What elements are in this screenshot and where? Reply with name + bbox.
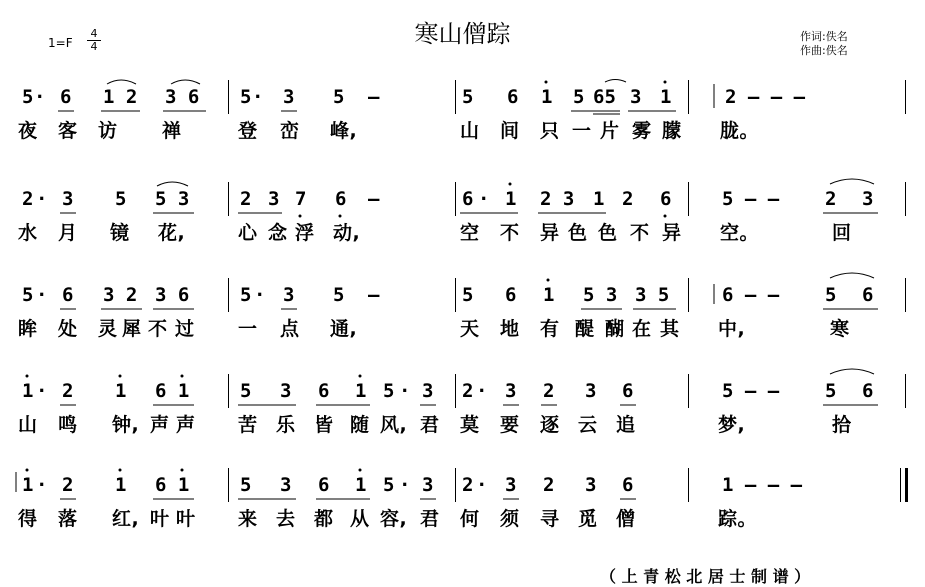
note: 6 — [335, 188, 347, 210]
note: · — [36, 284, 48, 306]
lyric-syllable: 踪。 — [718, 508, 758, 530]
note: 3 2 — [103, 284, 138, 306]
note: 2 — [62, 380, 74, 402]
note: 3 — [585, 474, 597, 496]
note: 6 — [622, 380, 634, 402]
song-title: 寒山僧踪 — [414, 20, 511, 48]
note: 2 — [543, 380, 555, 402]
note: 1 — [22, 474, 34, 496]
lyric-syllable: 水 — [18, 222, 38, 244]
lyric-syllable: 苦 — [238, 414, 258, 436]
lyric-syllable: 只 — [540, 120, 560, 142]
note: 5 — [22, 86, 34, 108]
lyric-syllable: 要 — [500, 414, 520, 436]
lyric-syllable: 山 — [460, 120, 480, 142]
notation-marks — [0, 276, 925, 336]
lyric-syllable: 红, — [112, 508, 140, 530]
note: 65 — [593, 86, 616, 108]
lyricist-credit: 作词:佚名 — [800, 30, 848, 43]
lyric-syllable: 皆 — [314, 414, 334, 436]
note: 1 — [22, 380, 34, 402]
lyric-syllable: 禅 — [162, 120, 182, 142]
note: – — [368, 188, 380, 210]
note: 2 — [462, 474, 474, 496]
time-signature — [87, 28, 101, 53]
lyric-syllable: 夜 — [18, 120, 38, 142]
lyric-syllable: 峰, — [330, 120, 358, 142]
lyric-syllable: 空。 — [720, 222, 760, 244]
lyric-syllable: 异 — [540, 222, 560, 244]
note: 3 6 — [165, 86, 200, 108]
note: 1 2 — [103, 86, 138, 108]
notation-marks — [0, 180, 925, 240]
note: 2 – – – — [725, 86, 806, 108]
note: 2 — [825, 188, 837, 210]
lyric-syllable: 心 — [238, 222, 258, 244]
note: 6 1 — [155, 380, 190, 402]
lyric-syllable: 朦 — [662, 120, 682, 142]
note: 1 — [543, 284, 555, 306]
note: 6 — [318, 474, 330, 496]
note: 3 — [505, 380, 517, 402]
note: 5 3 — [583, 284, 618, 306]
lyric-syllable: 过 — [175, 318, 195, 340]
note: 2 3 — [540, 188, 575, 210]
note: 6 — [60, 86, 72, 108]
note: 5 — [462, 86, 474, 108]
note: 3 — [283, 284, 295, 306]
lyric-syllable: 拾 — [832, 414, 852, 436]
lyric-syllable: 访 — [98, 120, 118, 142]
note: 5 — [240, 380, 252, 402]
note: 2 — [62, 474, 74, 496]
note: 3 — [630, 86, 642, 108]
lyric-syllable: 动, — [333, 222, 361, 244]
note: 1 — [355, 474, 367, 496]
lyric-syllable: 通, — [330, 318, 358, 340]
note: 6 — [507, 86, 519, 108]
note: 3 — [62, 188, 74, 210]
time-signature-top: 4 — [87, 28, 101, 41]
note: 6 — [505, 284, 517, 306]
lyric-syllable: 不 — [500, 222, 520, 244]
note: 3 6 — [155, 284, 190, 306]
note: · — [476, 474, 488, 496]
note: 5 — [383, 380, 395, 402]
lyric-syllable: 一 — [572, 120, 592, 142]
note: 3 — [505, 474, 517, 496]
note: 6 — [862, 380, 874, 402]
lyric-syllable: 莫 — [460, 414, 480, 436]
lyric-syllable: 声 — [176, 414, 196, 436]
note: 1 — [115, 474, 127, 496]
note: 6 — [318, 380, 330, 402]
note: · — [254, 284, 266, 306]
note: · — [252, 86, 264, 108]
note: · — [36, 188, 48, 210]
note: 1 — [541, 86, 553, 108]
note: 5 — [573, 86, 585, 108]
lyric-syllable: 月 — [58, 222, 78, 244]
lyric-syllable: 云 — [578, 414, 598, 436]
lyric-syllable: 客 — [58, 120, 78, 142]
note: 3 — [862, 188, 874, 210]
lyric-syllable: 醍 — [575, 318, 595, 340]
lyric-syllable: 逐 — [540, 414, 560, 436]
note: 5 — [333, 86, 345, 108]
note: 3 — [268, 188, 280, 210]
lyric-syllable: 落 — [58, 508, 78, 530]
note: 1 — [593, 188, 605, 210]
lyric-syllable: 点 — [280, 318, 300, 340]
note: 5 — [383, 474, 395, 496]
lyric-syllable: 随 — [350, 414, 370, 436]
note: 6 1 — [155, 474, 190, 496]
note: 5 – – — [722, 188, 780, 210]
lyric-syllable: 色 — [568, 222, 588, 244]
lyric-syllable: 须 — [500, 508, 520, 530]
note: – — [368, 86, 380, 108]
notation-marks — [0, 78, 925, 138]
note: 2 — [462, 380, 474, 402]
note: 3 — [422, 474, 434, 496]
lyric-syllable: 异 — [662, 222, 682, 244]
note: · — [476, 380, 488, 402]
note: · — [399, 474, 411, 496]
lyric-syllable: 不 — [148, 318, 168, 340]
lyric-syllable: 眸 — [18, 318, 38, 340]
lyric-syllable: 何 — [460, 508, 480, 530]
note: · — [36, 380, 48, 402]
lyric-syllable: 胧。 — [720, 120, 760, 142]
lyric-syllable: 鸣 — [58, 414, 78, 436]
notation-marks — [0, 466, 925, 526]
note: 5 — [22, 284, 34, 306]
lyric-syllable: 浮 — [295, 222, 315, 244]
note: · — [36, 474, 48, 496]
note: 1 – – – — [722, 474, 803, 496]
lyric-syllable: 都 — [314, 508, 334, 530]
lyric-syllable: 去 — [276, 508, 296, 530]
note: 5 — [333, 284, 345, 306]
note: 3 — [280, 380, 292, 402]
note: 5 3 — [155, 188, 190, 210]
lyric-syllable: 念 — [268, 222, 288, 244]
lyric-syllable: 寒 — [830, 318, 850, 340]
lyric-syllable: 叶 — [176, 508, 196, 530]
lyric-syllable: 不 — [630, 222, 650, 244]
credits — [800, 30, 848, 58]
notation-marks — [0, 372, 925, 432]
note: 5 — [240, 474, 252, 496]
lyric-syllable: 峦 — [280, 120, 300, 142]
note: 3 — [422, 380, 434, 402]
note: 7 — [295, 188, 307, 210]
note: 1 — [355, 380, 367, 402]
lyric-syllable: 中, — [718, 318, 746, 340]
note: 6 — [862, 284, 874, 306]
note: · — [478, 188, 490, 210]
note: 5 — [462, 284, 474, 306]
lyric-syllable: 声 — [150, 414, 170, 436]
note: 5 — [240, 284, 252, 306]
lyric-syllable: 空 — [460, 222, 480, 244]
lyric-syllable: 容, — [380, 508, 408, 530]
note: 2 — [622, 188, 634, 210]
lyric-syllable: 雾 — [632, 120, 652, 142]
lyric-syllable: 有 — [540, 318, 560, 340]
lyric-syllable: 灵 — [98, 318, 118, 340]
arranger-note: （ 上 青 松 北 居 士 制 谱 ） — [600, 567, 811, 586]
lyric-syllable: 得 — [18, 508, 38, 530]
lyric-syllable: 在 — [632, 318, 652, 340]
lyric-syllable: 君 — [420, 414, 440, 436]
lyric-syllable: 其 — [660, 318, 680, 340]
note: 3 — [280, 474, 292, 496]
note: 2 — [543, 474, 555, 496]
note: 6 — [660, 188, 672, 210]
note: 5 — [825, 380, 837, 402]
lyric-syllable: 醐 — [605, 318, 625, 340]
note: 5 — [240, 86, 252, 108]
note: 6 — [622, 474, 634, 496]
note: 3 5 — [635, 284, 670, 306]
lyric-syllable: 花, — [158, 222, 186, 244]
time-signature-bottom: 4 — [90, 40, 98, 53]
note: 6 — [62, 284, 74, 306]
note: 1 — [505, 188, 517, 210]
note: 5 — [115, 188, 127, 210]
lyric-syllable: 叶 — [150, 508, 170, 530]
lyric-syllable: 回 — [832, 222, 852, 244]
note: 2 — [22, 188, 34, 210]
note: – — [368, 284, 380, 306]
note: · — [399, 380, 411, 402]
lyric-syllable: 梦, — [718, 414, 746, 436]
note: 3 — [283, 86, 295, 108]
note: 1 — [660, 86, 672, 108]
composer-credit: 作曲:佚名 — [800, 44, 848, 57]
lyric-syllable: 处 — [58, 318, 78, 340]
lyric-syllable: 从 — [350, 508, 370, 530]
lyric-syllable: 一 — [238, 318, 258, 340]
note: 5 – – — [722, 380, 780, 402]
lyric-syllable: 天 — [460, 318, 480, 340]
note: · — [34, 86, 46, 108]
lyric-syllable: 间 — [500, 120, 520, 142]
lyric-syllable: 寻 — [540, 508, 560, 530]
note: 2 — [240, 188, 252, 210]
lyric-syllable: 僧 — [616, 508, 636, 530]
lyric-syllable: 色 — [598, 222, 618, 244]
lyric-syllable: 觅 — [578, 508, 598, 530]
note: 6 – – — [722, 284, 780, 306]
lyric-syllable: 山 — [18, 414, 38, 436]
lyric-syllable: 钟, — [112, 414, 140, 436]
lyric-syllable: 追 — [616, 414, 636, 436]
lyric-syllable: 登 — [238, 120, 258, 142]
lyric-syllable: 乐 — [276, 414, 296, 436]
note: 5 — [825, 284, 837, 306]
lyric-syllable: 犀 — [122, 318, 142, 340]
lyric-syllable: 君 — [420, 508, 440, 530]
lyric-syllable: 地 — [500, 318, 520, 340]
note: 1 — [115, 380, 127, 402]
lyric-syllable: 镜 — [110, 222, 130, 244]
note: 3 — [585, 380, 597, 402]
key-signature: 1=F — [48, 36, 73, 50]
lyric-syllable: 风, — [380, 414, 408, 436]
lyric-syllable: 片 — [600, 120, 620, 142]
lyric-syllable: 来 — [238, 508, 258, 530]
note: 6 — [462, 188, 474, 210]
